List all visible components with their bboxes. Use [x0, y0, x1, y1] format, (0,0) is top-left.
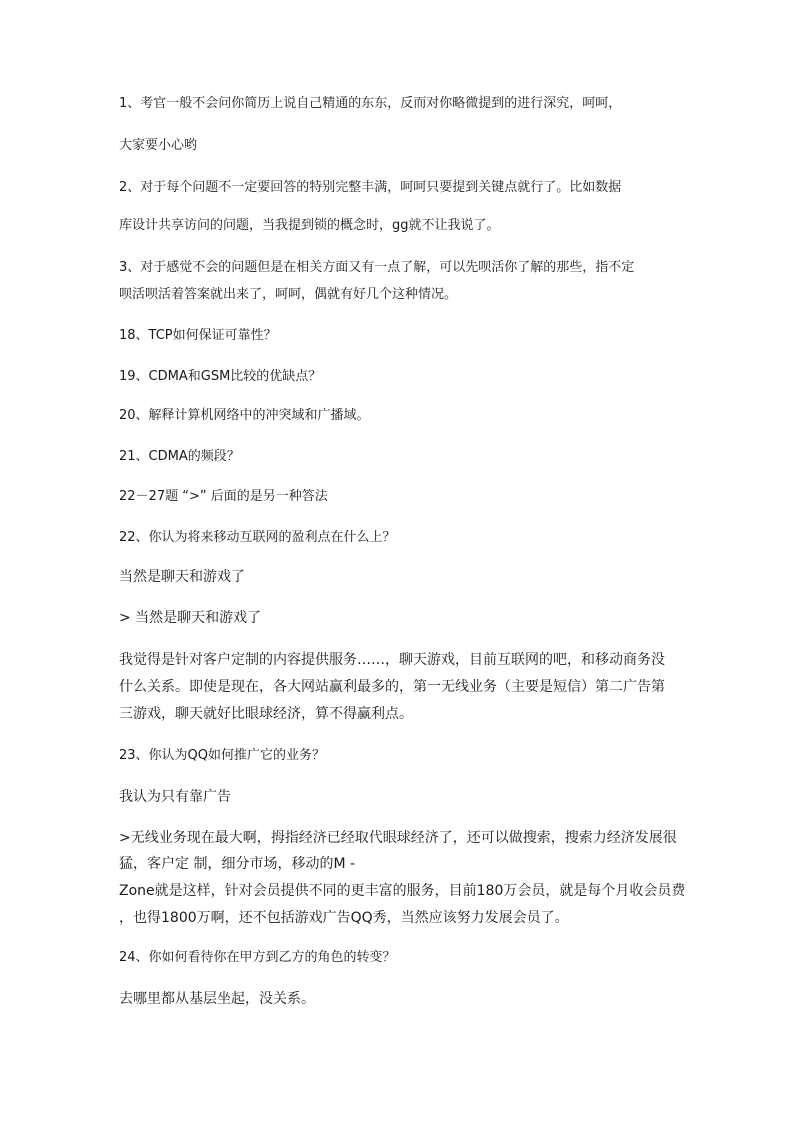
paragraph-line: 2、对于每个问题不一定要回答的特别完整丰满，呵呵只要提到关键点就行了。比如数据 [119, 180, 622, 195]
answer-line: Zone就是这样，针对会员提供不同的更丰富的服务，目前180万会员，就是每个月收会员费 [119, 883, 686, 899]
answer-line: 我觉得是针对客户定制的内容提供服务……，聊天游戏，目前互联网的吧，和移动商务没 [119, 652, 665, 668]
answer-line: >无线业务现在最大啊，拇指经济已经取代眼球经济了，还可以做搜索，搜索力经济发展很 [119, 830, 677, 846]
question-line: 20、解释计算机网络中的冲突域和广播域。 [119, 408, 370, 423]
answer-line: 猛，客户定 制，细分市场，移动的M - [119, 856, 356, 872]
answer-line: ，也得1800万啊，还不包括游戏广告QQ秀，当然应该努力发展会员了。 [119, 910, 569, 926]
question-line: 18、TCP如何保证可靠性？ [119, 328, 277, 343]
question-line: 19、CDMA和GSM比较的优缺点？ [119, 369, 322, 384]
question-line: 21、CDMA的频段？ [119, 449, 240, 464]
paragraph-line: 呗活呗活着答案就出来了，呵呵，偶就有好几个这种情况。 [119, 287, 458, 302]
paragraph-line: 1、考官一般不会问你简历上说自己精通的东东，反而对你略微提到的进行深究，呵呵， [119, 96, 622, 111]
section-note: 22－27题 “>” 后面的是另一种答法 [119, 489, 328, 504]
answer-line: 什么关系。即使是现在，各大网站赢利最多的，第一无线业务（主要是短信）第二广告第 [119, 679, 665, 695]
paragraph-line: 大家要小心哟 [119, 138, 198, 153]
answer-line: 三游戏，聊天就好比眼球经济，算不得赢利点。 [119, 706, 413, 722]
answer-line: 去哪里都从基层坐起，没关系。 [119, 991, 315, 1007]
paragraph-line: 库设计共享访问的问题，当我提到锁的概念时，gg就不让我说了。 [119, 218, 500, 233]
answer-line: > 当然是聊天和游戏了 [119, 610, 262, 626]
answer-line: 我认为只有靠广告 [119, 789, 231, 805]
question-line: 23、你认为QQ如何推广它的业务？ [119, 748, 326, 763]
answer-line: 当然是聊天和游戏了 [119, 569, 245, 585]
question-line: 24、你如何看待你在甲方到乙方的角色的转变？ [119, 950, 396, 965]
paragraph-line: 3、对于感觉不会的问题但是在相关方面又有一点了解，可以先呗活你了解的那些，指不定 [119, 260, 635, 275]
question-line: 22、你认为将来移动互联网的盈利点在什么上？ [119, 530, 396, 545]
